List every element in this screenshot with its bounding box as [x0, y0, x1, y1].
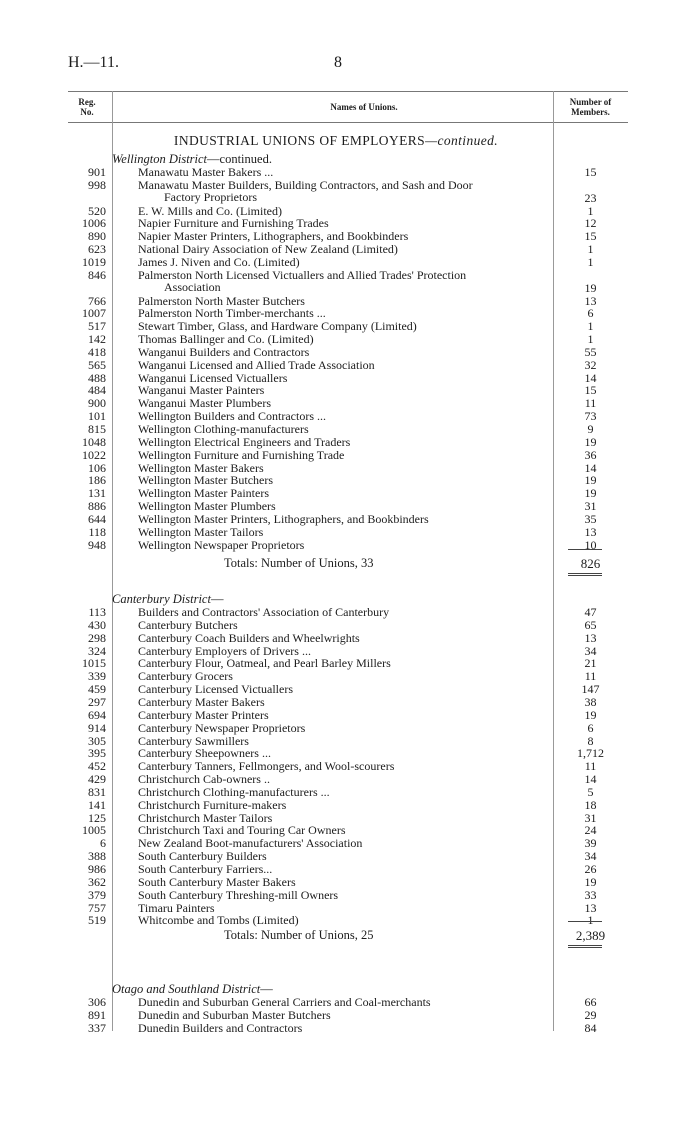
union-name [138, 295, 578, 307]
reg-column-rule [112, 91, 113, 1031]
member-count: 18 [584, 797, 597, 812]
union-name [138, 256, 578, 268]
member-count: 14 [584, 460, 597, 475]
union-name [138, 372, 578, 384]
reg-number: 131 [88, 486, 106, 501]
reg-number: 517 [88, 319, 106, 334]
union-name-text: Christchurch Furniture-makers [138, 797, 287, 812]
reg-number: 337 [88, 1020, 106, 1035]
district-heading-text: Wellington District [112, 152, 208, 166]
reg-number: 1048 [82, 434, 106, 449]
member-count: 14 [584, 772, 597, 787]
union-name [138, 735, 578, 747]
member-count: 1 [587, 254, 594, 269]
union-name-text: New Zealand Boot-manufacturers' Association [138, 836, 363, 851]
union-name-text: Stewart Timber, Glass, and Hardware Company (Limited) [138, 319, 417, 334]
member-count: 73 [584, 409, 597, 424]
union-name-text: Builders and Contractors' Association of Canterbury [138, 605, 390, 619]
member-count: 11 [584, 669, 597, 684]
union-name [138, 747, 578, 759]
union-name [138, 513, 578, 525]
reg-number: 520 [88, 203, 106, 218]
reg-number: 901 [88, 165, 106, 179]
union-name [138, 722, 578, 734]
union-name [138, 786, 578, 798]
member-count: 10 [584, 537, 597, 552]
member-count: 9 [587, 422, 594, 436]
district-heading-suffix: —continued. [207, 152, 272, 166]
union-name-continued: Association [164, 279, 221, 294]
district-heading-suffix: — [210, 592, 224, 606]
member-count: 13 [584, 900, 597, 915]
union-name [138, 397, 578, 409]
member-count: 84 [584, 1020, 597, 1035]
reg-number: 488 [88, 370, 106, 385]
union-name-text: Palmerston North Licensed Victuallers and Allied Trades' Protection [138, 267, 467, 282]
member-count: 15 [584, 383, 597, 398]
union-name [138, 619, 578, 631]
member-count: 38 [584, 694, 597, 709]
union-name-text: Manawatu Master Builders, Building Contractors, and Sash and Door [138, 177, 473, 192]
union-name [138, 487, 578, 499]
reg-number: 1022 [82, 447, 106, 462]
union-name [138, 760, 578, 772]
union-name [138, 205, 578, 217]
union-name-text: Wellington Builders and Contractors ... [138, 409, 327, 424]
union-name-text: Canterbury Sawmillers [138, 733, 249, 748]
union-name-text: Canterbury Employers of Drivers ... [138, 643, 311, 658]
reg-number: 891 [88, 1007, 106, 1022]
union-name-text: Napier Furniture and Furnishing Trades [138, 216, 329, 231]
union-name-text: Canterbury Master Bakers [138, 694, 265, 709]
member-count: 15 [584, 229, 597, 244]
member-count: 32 [584, 357, 597, 372]
reg-number: 644 [88, 511, 106, 526]
union-name-continued: Factory Proprietors [164, 189, 257, 204]
district-heading-text: Otago and Southland District [112, 982, 261, 996]
union-name-text: South Canterbury Farriers... [138, 862, 273, 876]
member-count: 1 [587, 913, 594, 928]
union-name [138, 837, 578, 849]
union-name [138, 410, 578, 422]
union-name-text: Christchurch Master Tailors [138, 810, 273, 825]
section-title [112, 133, 560, 149]
reg-number: 6 [100, 836, 106, 851]
union-name [138, 889, 578, 901]
member-count: 13 [584, 524, 597, 539]
union-name [138, 632, 578, 644]
member-count: 12 [584, 216, 597, 231]
union-name [138, 333, 578, 345]
member-count: 6 [587, 720, 594, 735]
union-name [138, 863, 578, 875]
reg-number: 297 [88, 694, 106, 709]
reg-number: 362 [88, 874, 106, 889]
member-count: 13 [584, 630, 597, 645]
member-count: 14 [584, 370, 597, 385]
union-name-text: Manawatu Master Bakers ... [138, 165, 274, 179]
union-name-text: Wellington Electrical Engineers and Traders [138, 434, 351, 449]
union-name-text: Christchurch Taxi and Touring Car Owners [138, 823, 346, 838]
union-name-text: Whitcombe and Tombs (Limited) [138, 913, 299, 928]
union-name [138, 902, 578, 914]
union-name [138, 996, 578, 1008]
member-count: 31 [584, 810, 597, 825]
column-header-reg: Reg. No. [78, 97, 96, 117]
member-count: 21 [584, 656, 597, 671]
member-count: 1 [587, 332, 594, 347]
reg-number: 430 [88, 617, 106, 632]
reg-number: 142 [88, 332, 106, 347]
member-count: 19 [584, 280, 597, 295]
section-title-suffix: —continued. [425, 133, 499, 148]
union-name-text: Canterbury Licensed Victuallers [138, 682, 294, 697]
reg-number: 766 [88, 293, 106, 308]
reg-number: 306 [88, 995, 106, 1009]
member-count: 5 [587, 784, 594, 799]
reg-number: 1015 [82, 656, 106, 671]
union-name-text: Wanganui Master Painters [138, 383, 265, 398]
union-name [138, 773, 578, 785]
member-count: 1 [587, 319, 594, 334]
union-name [138, 1022, 578, 1034]
union-name [138, 645, 578, 657]
reg-number: 324 [88, 643, 106, 658]
union-name [138, 474, 578, 486]
union-name-text: Canterbury Coach Builders and Wheelwrights [138, 630, 360, 645]
union-name [138, 166, 578, 178]
page-number: 8 [334, 54, 342, 71]
union-name [138, 500, 578, 512]
reg-number: 339 [88, 669, 106, 684]
reg-number: 379 [88, 887, 106, 902]
member-count: 13 [584, 293, 597, 308]
member-count: 34 [584, 849, 597, 864]
union-name-text: Wanganui Master Plumbers [138, 396, 272, 411]
union-name [138, 423, 578, 435]
reg-number: 1019 [82, 254, 106, 269]
union-name [138, 436, 578, 448]
totals-label: Totals: Number of Unions, 25 [224, 928, 374, 942]
member-count: 55 [584, 344, 597, 359]
union-name [138, 526, 578, 538]
union-name [138, 179, 613, 203]
union-name-text: National Dairy Association of New Zealand (Limited) [138, 242, 398, 257]
union-name [138, 230, 578, 242]
reg-number: 141 [88, 797, 106, 812]
reg-number: 831 [88, 784, 106, 799]
union-name-text: South Canterbury Master Bakers [138, 874, 296, 889]
member-count: 29 [584, 1007, 597, 1022]
member-count: 11 [584, 396, 597, 411]
union-name-text: Wellington Master Printers, Lithographers, and Bookbinders [138, 511, 429, 526]
union-name [138, 449, 578, 461]
reg-number: 998 [88, 177, 106, 192]
reg-number: 106 [88, 460, 106, 475]
member-count: 15 [584, 165, 597, 179]
union-name [138, 914, 578, 926]
member-count: 19 [584, 434, 597, 449]
member-count: 65 [584, 617, 597, 632]
union-name [138, 876, 578, 888]
union-name-text: E. W. Mills and Co. (Limited) [138, 203, 282, 218]
union-name-text: Christchurch Clothing-manufacturers ... [138, 784, 330, 799]
union-name-text: Wellington Master Plumbers [138, 499, 276, 514]
member-count: 66 [584, 995, 597, 1009]
reg-number: 118 [88, 524, 106, 539]
union-name-text: Wellington Master Butchers [138, 473, 274, 488]
member-count: 33 [584, 887, 597, 902]
reg-number: 1005 [82, 823, 106, 838]
reg-number: 395 [88, 746, 106, 761]
member-count: 26 [584, 862, 597, 876]
union-name-text: Wellington Furniture and Furnishing Trade [138, 447, 345, 462]
union-name-text: South Canterbury Builders [138, 849, 267, 864]
union-name-text: Timaru Painters [138, 900, 215, 915]
union-name [138, 320, 578, 332]
member-count: 1 [587, 203, 594, 218]
union-name-text: South Canterbury Threshing-mill Owners [138, 887, 339, 902]
union-name [138, 824, 578, 836]
district-heading-text: Canterbury District [112, 592, 211, 606]
union-name [138, 657, 578, 669]
district-heading-suffix: — [260, 982, 273, 996]
totals-value: 2,389 [575, 928, 606, 943]
union-name-text: Wanganui Builders and Contractors [138, 344, 310, 359]
union-name [138, 670, 578, 682]
member-count: 19 [584, 473, 597, 488]
reg-number: 113 [88, 605, 106, 619]
member-count: 11 [584, 759, 597, 774]
totals-label: Totals: Number of Unions, 33 [224, 556, 374, 570]
member-count: 34 [584, 643, 597, 658]
page-header [68, 54, 628, 76]
union-name [138, 462, 578, 474]
reg-number: 623 [88, 242, 106, 257]
union-name-text: Wellington Master Bakers [138, 460, 264, 475]
member-count: 19 [584, 486, 597, 501]
union-name [138, 683, 578, 695]
union-name [138, 709, 578, 721]
union-name [138, 696, 578, 708]
reg-number: 565 [88, 357, 106, 372]
reg-number: 452 [88, 759, 106, 774]
union-name-text: Canterbury Grocers [138, 669, 233, 684]
reg-number: 986 [88, 862, 106, 876]
union-name-text: Canterbury Butchers [138, 617, 238, 632]
union-name [138, 243, 578, 255]
reg-number: 429 [88, 772, 106, 787]
union-name-text: Napier Master Printers, Lithographers, and Bookbinders [138, 229, 409, 244]
member-count: 19 [584, 707, 597, 722]
reg-number: 519 [88, 913, 106, 928]
union-name-text: Wanganui Licensed Victuallers [138, 370, 288, 385]
member-count: 36 [584, 447, 597, 462]
union-name-text: Canterbury Flour, Oatmeal, and Pearl Barley Millers [138, 656, 391, 671]
reg-number: 1007 [82, 306, 106, 321]
union-name-text: Wanganui Licensed and Allied Trade Association [138, 357, 375, 372]
member-count: 1,712 [577, 746, 604, 761]
union-name [138, 307, 578, 319]
union-name [138, 1009, 578, 1021]
reg-number: 815 [88, 422, 106, 436]
union-name-text: Thomas Ballinger and Co. (Limited) [138, 332, 314, 347]
member-count: 31 [584, 499, 597, 514]
union-name [138, 217, 578, 229]
reg-number: 418 [88, 344, 106, 359]
union-name-text: Dunedin Builders and Contractors [138, 1020, 303, 1035]
union-name [138, 812, 578, 824]
union-name-text: James J. Niven and Co. (Limited) [138, 254, 300, 269]
reg-number: 125 [88, 810, 106, 825]
union-name-text: Canterbury Newspaper Proprietors [138, 720, 306, 735]
reg-number: 186 [88, 473, 106, 488]
union-name-text: Dunedin and Suburban General Carriers and Coal-merchants [138, 995, 431, 1009]
member-count: 6 [587, 306, 594, 321]
union-name [138, 606, 578, 618]
reg-number: 101 [88, 409, 106, 424]
union-name-text: Palmerston North Master Butchers [138, 293, 305, 308]
reg-number: 886 [88, 499, 106, 514]
reg-number: 900 [88, 396, 106, 411]
union-name-text: Dunedin and Suburban Master Butchers [138, 1007, 331, 1022]
reg-number: 948 [88, 537, 106, 552]
reg-number: 846 [88, 267, 106, 282]
totals-rule-top [568, 921, 602, 922]
member-count: 8 [587, 733, 594, 748]
union-name [138, 799, 578, 811]
member-count: 23 [584, 190, 597, 205]
column-header-name: Names of Unions. [330, 102, 398, 112]
union-name-text: Christchurch Cab-owners .. [138, 772, 270, 787]
union-name-text: Wellington Master Tailors [138, 524, 264, 539]
page-code: H.—11. [68, 54, 119, 71]
totals-rule-bottom [568, 573, 602, 576]
member-count: 24 [584, 823, 597, 838]
column-header-members: Number of Members. [569, 97, 612, 117]
reg-number: 1006 [82, 216, 106, 231]
union-name-text: Palmerston North Timber-merchants ... [138, 306, 326, 321]
totals-rule-top [568, 549, 602, 550]
union-name [138, 269, 613, 293]
member-count: 19 [584, 874, 597, 889]
union-name [138, 850, 578, 862]
union-name-text: Canterbury Sheepowners ... [138, 746, 271, 761]
member-count: 39 [584, 836, 597, 851]
union-name [138, 539, 578, 551]
totals-value: 826 [580, 556, 601, 571]
reg-number: 298 [88, 630, 106, 645]
member-count: 1 [587, 242, 594, 257]
reg-number: 459 [88, 682, 106, 697]
union-name [138, 359, 578, 371]
reg-number: 890 [88, 229, 106, 244]
totals-rule-bottom [568, 945, 602, 948]
reg-number: 305 [88, 733, 106, 748]
reg-number: 694 [88, 707, 106, 722]
union-name-text: Wellington Master Painters [138, 486, 270, 501]
reg-number: 484 [88, 383, 106, 398]
union-name [138, 346, 578, 358]
member-count: 47 [584, 605, 597, 619]
union-name-text: Canterbury Tanners, Fellmongers, and Wool-scourers [138, 759, 395, 774]
member-count: 147 [581, 682, 600, 697]
section-title-text: INDUSTRIAL UNIONS OF EMPLOYERS [173, 133, 426, 148]
reg-number: 757 [88, 900, 106, 915]
union-name-text: Wellington Newspaper Proprietors [138, 537, 305, 552]
member-count: 35 [584, 511, 597, 526]
table-header [68, 91, 628, 123]
union-name-text: Canterbury Master Printers [138, 707, 269, 722]
union-name [138, 384, 578, 396]
reg-number: 388 [88, 849, 106, 864]
union-name-text: Wellington Clothing-manufacturers [138, 422, 309, 436]
reg-number: 914 [88, 720, 106, 735]
